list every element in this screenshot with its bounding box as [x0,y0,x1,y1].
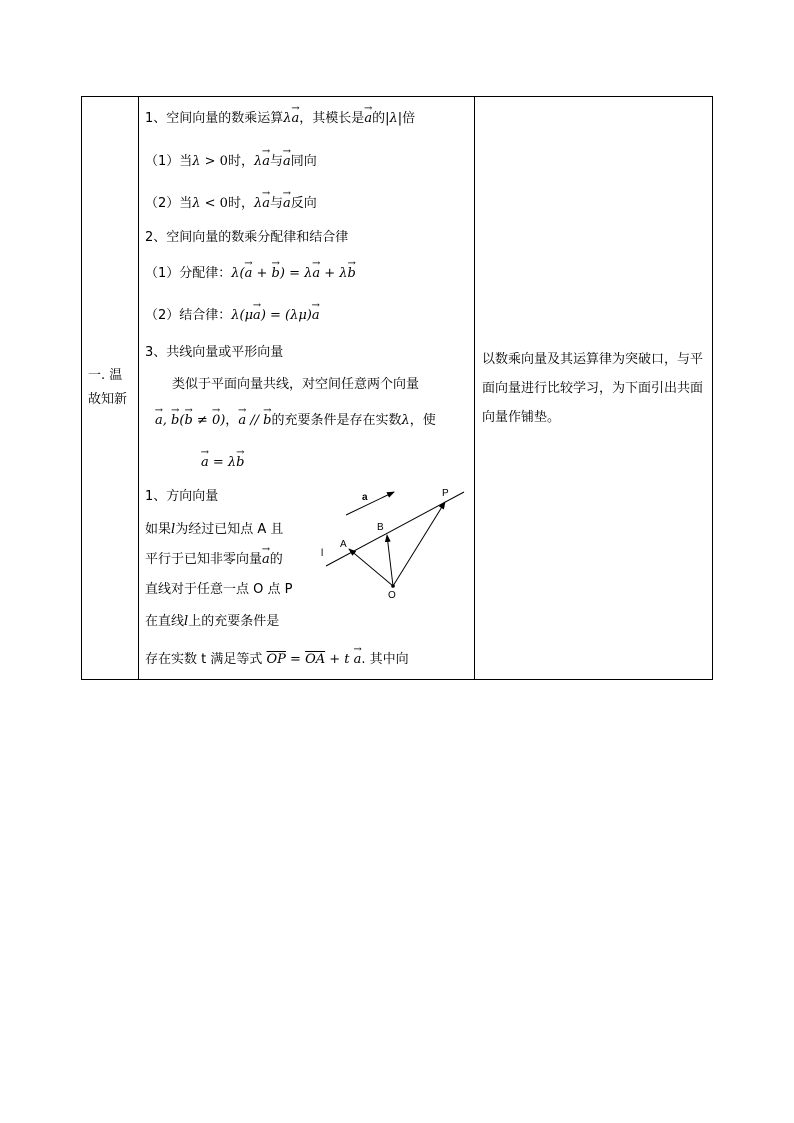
column-divider [138,97,139,679]
math-vector-a: → a [283,195,291,213]
section-3-para-1: 类似于平面向量共线，对空间任意两个向量 [172,377,420,392]
direction-line-2a: 平行于已知非零向量 [145,552,263,567]
section-2-title: 2、空间向量的数乘分配律和结合律 [145,230,349,245]
line-l [326,492,464,566]
math-lambda: λ [389,111,398,126]
math-vector-a: → a [262,195,270,213]
row-label: 一. 温故知新 [88,368,128,407]
label-B: B [377,522,384,533]
case-1-prefix: （1）当 [145,154,193,169]
math-vector-a: → a [262,551,270,569]
case-1-with: 与 [269,154,283,169]
vectors-a-b-formula: → a, → b(→ b ≠ → 0) [155,413,225,428]
direction-line-5b: . 其中向 [361,652,409,667]
label-P: P [442,488,449,499]
section-3-condition-text: 的充要条件是存在实数 [271,413,402,428]
label-l: l [321,548,324,559]
row-label-cell [82,97,138,679]
case-2-with: 与 [269,196,283,211]
case-1-line [145,153,317,171]
vector-a-arrow [346,492,394,515]
design-intent-cell [475,97,712,679]
section-1-line [145,110,415,128]
section-3-comma: ， [225,413,239,428]
direction-line-4b: 上的充要条件是 [188,614,280,629]
line-diagram [238,390,478,610]
label-a: a [362,492,368,503]
associative-label: （2）结合律： [145,308,232,323]
section-1-title: 1、空间向量的数乘运算 [145,111,284,126]
section-3-tail: ，使 [409,413,436,428]
vector-OA-arrow [349,549,393,586]
math-vector-a: → a [292,110,300,128]
math-vector-a: → a [364,110,372,128]
math-l: l [171,522,176,537]
distributive-formula: λ(→ a + → b) = λ→ a + λ→ b [231,266,356,281]
case-2-when: 时， [227,196,254,211]
direction-line-1a: 如果 [145,522,172,537]
label-O: O [388,590,396,601]
distributive-line [145,265,356,283]
direction-line-4a: 在直线 [145,614,185,629]
vector-OB-arrow [387,535,393,586]
math-lambda: λ [192,196,205,211]
math-lambda: λ [253,196,263,211]
point-O [391,584,395,588]
direction-vector-title: 1、方向向量 [145,489,219,504]
math-lambda: λ [192,154,205,169]
collinear-formula: → a = λ→ b [201,454,245,472]
section-1-mid: ，其模长是 [299,111,365,126]
direction-line-1b: 为经过已知点 A 且 [175,522,284,537]
section-1-times: |倍 [397,111,416,126]
case-1-result: 同向 [290,154,317,169]
case-1-when: 时， [227,154,254,169]
case-1-condition: > 0 [204,154,228,169]
design-intent-text: 以数乘向量及其运算律为突破口，与平面向量进行比较学习，为下面引出共面向量作铺垫。 [482,351,704,425]
direction-line-4 [145,613,279,631]
direction-line-3: 直线对于任意一点 O 点 P [145,582,293,597]
math-lambda: λ [283,111,292,126]
math-l: l [184,614,189,629]
section-1-end: 的| [372,111,390,126]
math-lambda: λ [401,413,410,428]
line-equation: $\overline{OP} = \overline{OA} + t \to a$ [267,652,362,667]
math-vector-a: → a [283,153,291,171]
parallel-formula: → a // → b [238,413,271,428]
distributive-label: （1）分配律： [145,266,232,281]
case-2-condition: < 0 [204,196,228,211]
direction-line-2b: 的 [269,552,283,567]
section-3-title: 3、共线向量或平形向量 [145,345,284,360]
vector-OP-arrow [393,502,445,586]
label-A: A [340,539,347,550]
math-lambda: λ [253,154,263,169]
associative-formula: λ(μ→ a) = (λμ)→ a [231,308,319,323]
case-2-prefix: （2）当 [145,196,193,211]
associative-line [145,307,320,325]
case-2-result: 反向 [290,196,317,211]
math-vector-a: → a [262,153,270,171]
direction-line-5a: 存在实数 t 满足等式 [145,652,263,667]
direction-line-5 [145,651,409,669]
case-2-line [145,195,317,213]
